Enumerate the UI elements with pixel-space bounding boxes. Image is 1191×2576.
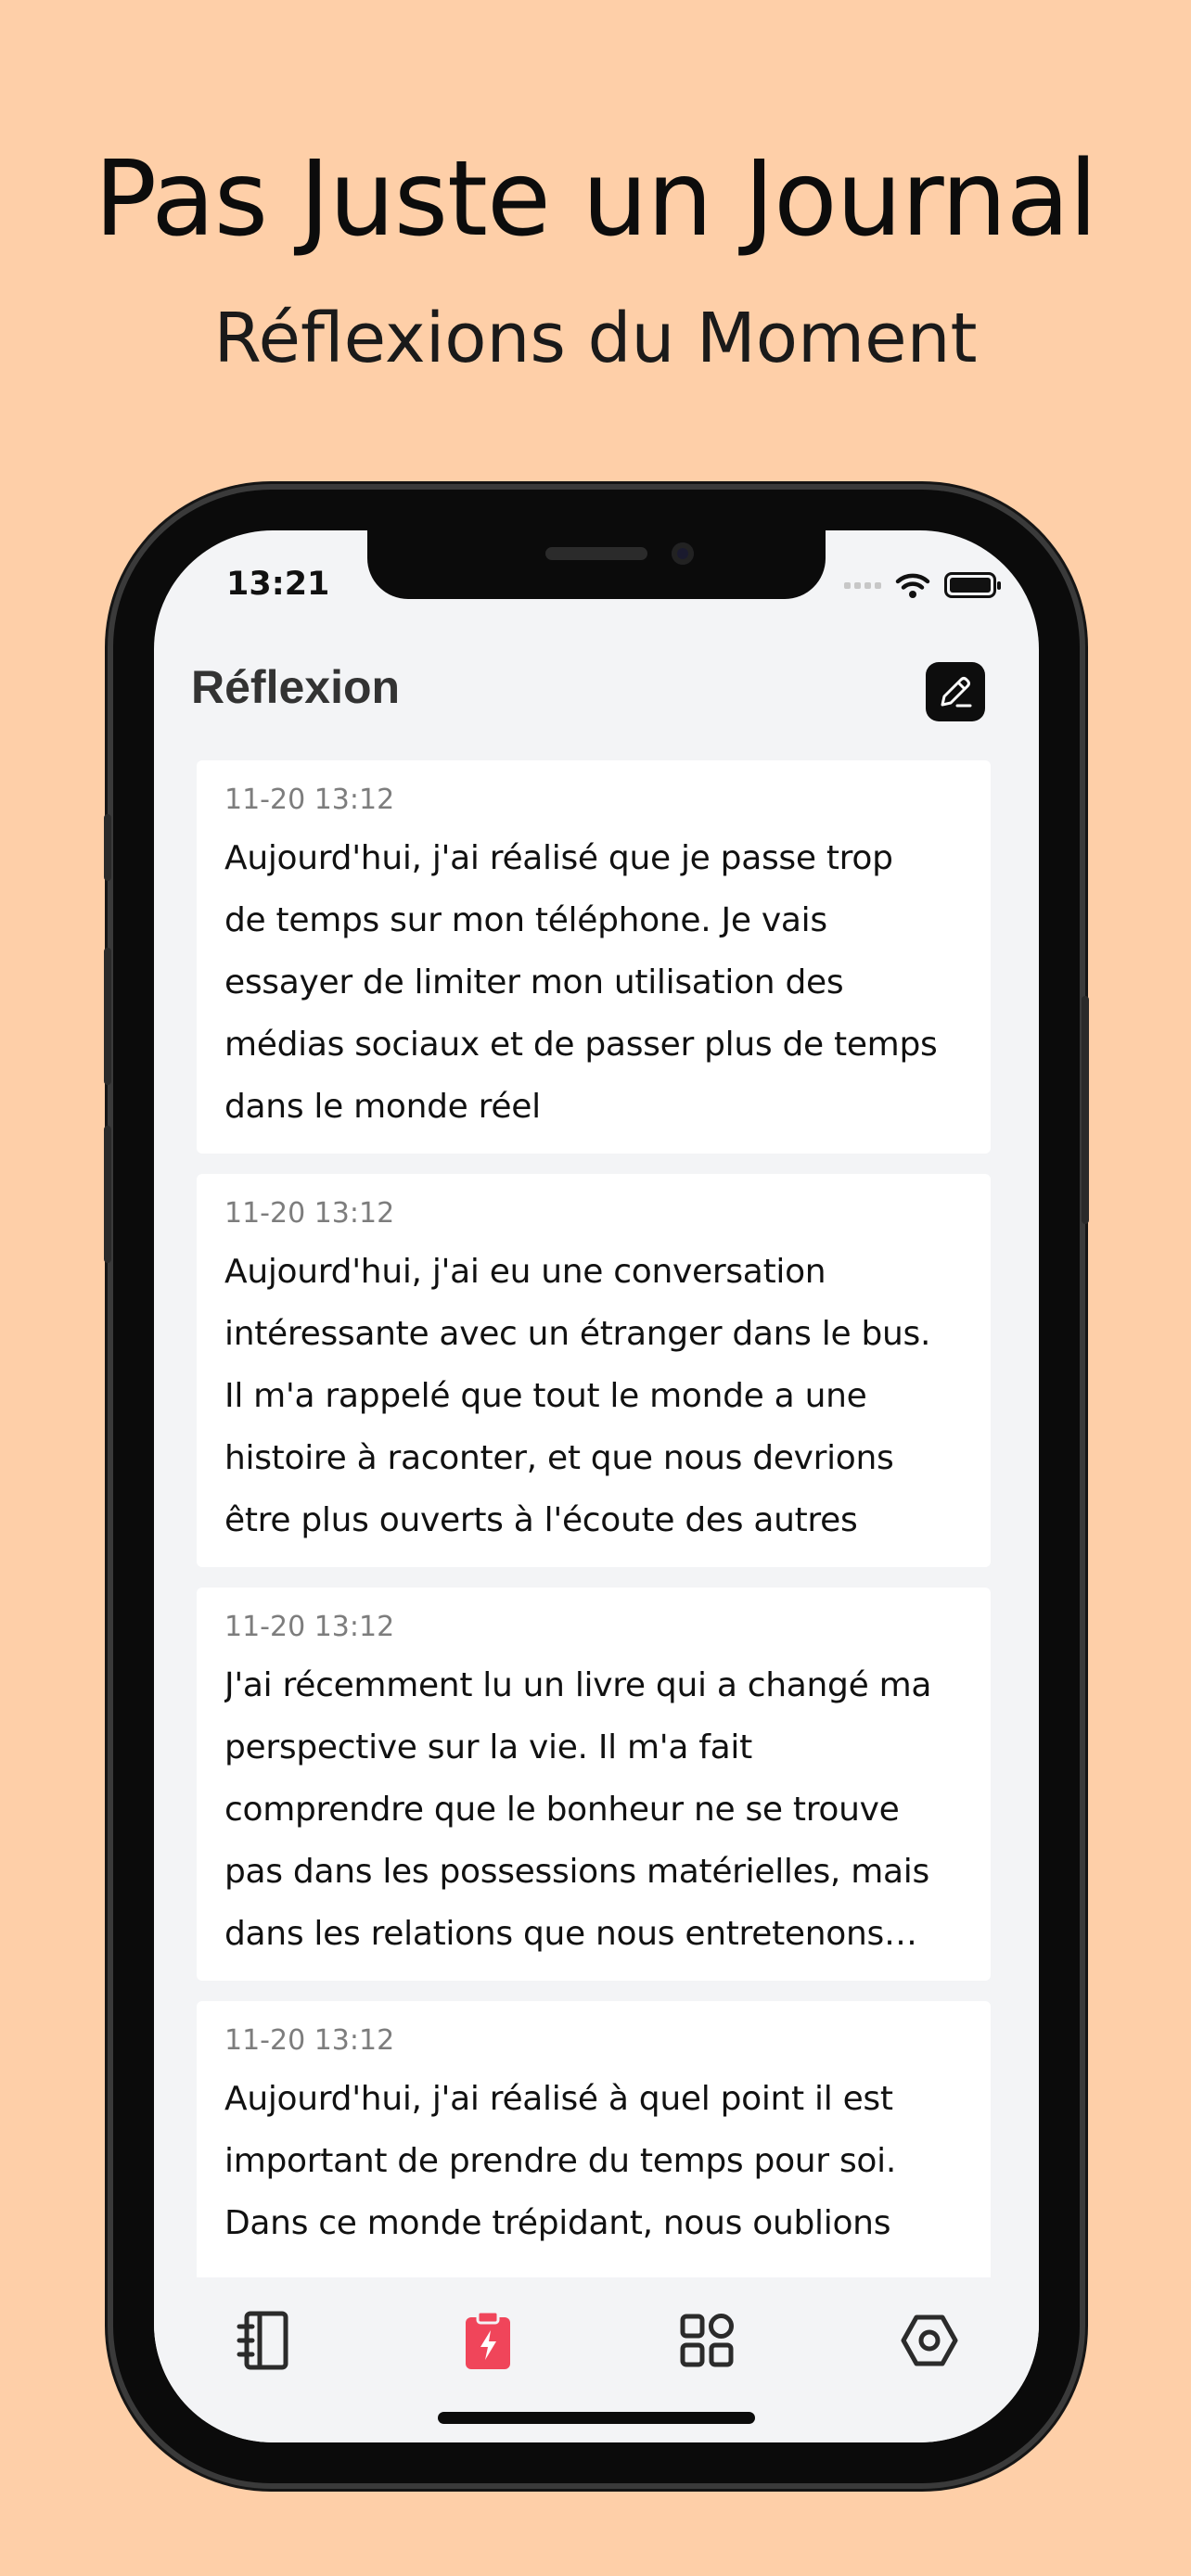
front-camera — [672, 542, 694, 565]
entry-line: Aujourd'hui, j'ai réalisé à quel point il est — [224, 2080, 893, 2118]
pencil-edit-icon — [935, 671, 976, 712]
volume-down-button — [104, 1126, 111, 1263]
reflection-card[interactable] — [197, 1174, 991, 1567]
page-title: Réflexion — [191, 661, 401, 713]
entry-line: intéressante avec un étranger dans le bus. — [224, 1315, 931, 1353]
entry-line: Aujourd'hui, j'ai eu une conversation — [224, 1253, 826, 1291]
entry-text — [224, 1654, 963, 1965]
entry-line: Dans ce monde trépidant, nous oublions — [224, 2204, 891, 2242]
entry-line: comprendre que le bonheur ne se trouve — [224, 1791, 900, 1829]
entry-line: médias sociaux et de passer plus de temps — [224, 1026, 938, 1064]
entry-text — [224, 2068, 963, 2254]
reflection-card[interactable] — [197, 760, 991, 1154]
entry-line: J'ai récemment lu un livre qui a changé ma — [224, 1666, 932, 1704]
entry-line: dans les relations que nous entretenons… — [224, 1915, 917, 1953]
entry-timestamp: 11-20 13:12 — [224, 1611, 395, 1643]
entry-line: Il m'a rappelé que tout le monde a une — [224, 1377, 867, 1415]
tab-settings[interactable] — [894, 2305, 965, 2376]
new-entry-button[interactable] — [926, 662, 985, 721]
status-time: 13:21 — [226, 566, 330, 603]
grid-icon — [679, 2313, 735, 2368]
entry-timestamp: 11-20 13:12 — [224, 2024, 395, 2057]
entry-line: histoire à raconter, et que nous devrions — [224, 1439, 894, 1477]
entry-line: important de prendre du temps pour soi. — [224, 2142, 896, 2180]
reflection-list[interactable] — [197, 760, 991, 2277]
reflection-icon — [462, 2310, 514, 2371]
journal-icon — [236, 2310, 291, 2371]
wifi-icon — [894, 571, 931, 599]
entry-line: essayer de limiter mon utilisation des — [224, 963, 844, 1001]
phone-frame — [113, 490, 1080, 2483]
notch — [367, 530, 826, 599]
entry-line: être plus ouverts à l'écoute des autres — [224, 1501, 858, 1539]
cellular-signal-icon — [844, 582, 881, 589]
entry-text — [224, 827, 963, 1138]
promo-subheadline: Réflexions du Moment — [213, 299, 978, 378]
reflection-card[interactable] — [197, 1588, 991, 1981]
settings-icon — [900, 2313, 959, 2368]
entry-line: perspective sur la vie. Il m'a fait — [224, 1728, 752, 1766]
reflection-card[interactable] — [197, 2001, 991, 2277]
mute-switch — [104, 814, 111, 881]
app-screen — [154, 530, 1039, 2442]
tab-categories[interactable] — [672, 2305, 742, 2376]
volume-up-button — [104, 948, 111, 1085]
home-indicator[interactable] — [438, 2412, 755, 2424]
promo-headline: Pas Juste un Journal — [94, 139, 1097, 260]
entry-line: pas dans les possessions matérielles, mais — [224, 1853, 929, 1891]
tab-journal[interactable] — [228, 2305, 299, 2376]
entry-line: Aujourd'hui, j'ai réalisé que je passe trop — [224, 839, 893, 877]
speaker-grille — [545, 547, 647, 560]
entry-line: dans le monde réel — [224, 1088, 541, 1126]
entry-text — [224, 1241, 963, 1551]
battery-icon — [944, 572, 996, 598]
entry-timestamp: 11-20 13:12 — [224, 784, 395, 816]
entry-timestamp: 11-20 13:12 — [224, 1197, 395, 1230]
tab-reflection[interactable] — [453, 2305, 523, 2376]
status-icons — [844, 571, 996, 599]
entry-line: de temps sur mon téléphone. Je vais — [224, 901, 827, 939]
power-button — [1082, 996, 1089, 1224]
